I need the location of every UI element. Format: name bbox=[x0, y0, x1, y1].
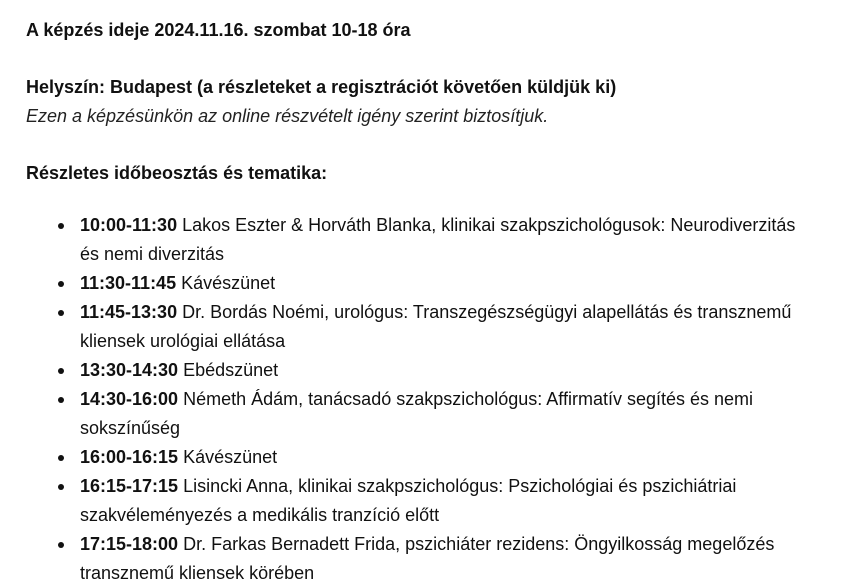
schedule-item bbox=[80, 298, 847, 356]
event-date-title: A képzés ideje 2024.11.16. szombat 10-18 óra bbox=[26, 20, 411, 40]
schedule-item bbox=[80, 385, 847, 443]
schedule-item-time: 14:30-16:00 bbox=[80, 389, 179, 409]
online-participation-note: Ezen a képzésünkön az online részvételt igény szerint biztosítjuk. bbox=[26, 106, 549, 126]
schedule-item bbox=[80, 269, 847, 298]
schedule-item bbox=[80, 472, 847, 530]
schedule-item-description: Németh Ádám, tanácsadó szakpszichológus: Affirmatív segítés és nemi sokszínűség bbox=[80, 389, 754, 438]
schedule-item-time: 11:30-11:45 bbox=[80, 273, 177, 293]
schedule-item-time: 10:00-11:30 bbox=[80, 215, 178, 235]
schedule-item-description: Kávészünet bbox=[181, 273, 276, 293]
schedule-item bbox=[80, 530, 847, 588]
schedule-item bbox=[80, 211, 847, 269]
schedule-item-time: 16:00-16:15 bbox=[80, 447, 179, 467]
schedule-item bbox=[80, 443, 847, 472]
schedule-item-time: 16:15-17:15 bbox=[80, 476, 179, 496]
schedule-list bbox=[26, 211, 847, 588]
schedule-item-time: 13:30-14:30 bbox=[80, 360, 179, 380]
location-block bbox=[26, 73, 847, 131]
schedule-item-time: 11:45-13:30 bbox=[80, 302, 178, 322]
schedule-item-description: Dr. Farkas Bernadett Frida, pszichiáter rezidens: Öngyilkosság megelőzés transznemű kliensek körében bbox=[80, 534, 775, 583]
schedule-item-description: Ebédszünet bbox=[183, 360, 279, 380]
location-text: Helyszín: Budapest (a részleteket a regisztrációt követően küldjük ki) bbox=[26, 77, 617, 97]
schedule-item-description: Kávészünet bbox=[183, 447, 278, 467]
schedule-item-description: Dr. Bordás Noémi, urológus: Transzegészségügyi alapellátás és transznemű kliensek urológiai ellátása bbox=[80, 302, 792, 351]
schedule-heading: Részletes időbeosztás és tematika: bbox=[26, 163, 328, 183]
schedule-item-description: Lisincki Anna, klinikai szakpszichológus: Pszichológiai és pszichiátriai szakvéleményezés a medikális tranzíció előtt bbox=[80, 476, 737, 525]
schedule-item-description: Lakos Eszter & Horváth Blanka, klinikai szakpszichológusok: Neurodiverzitás és nemi diverzitás bbox=[80, 215, 796, 264]
schedule-item-time: 17:15-18:00 bbox=[80, 534, 179, 554]
schedule-item bbox=[80, 356, 847, 385]
